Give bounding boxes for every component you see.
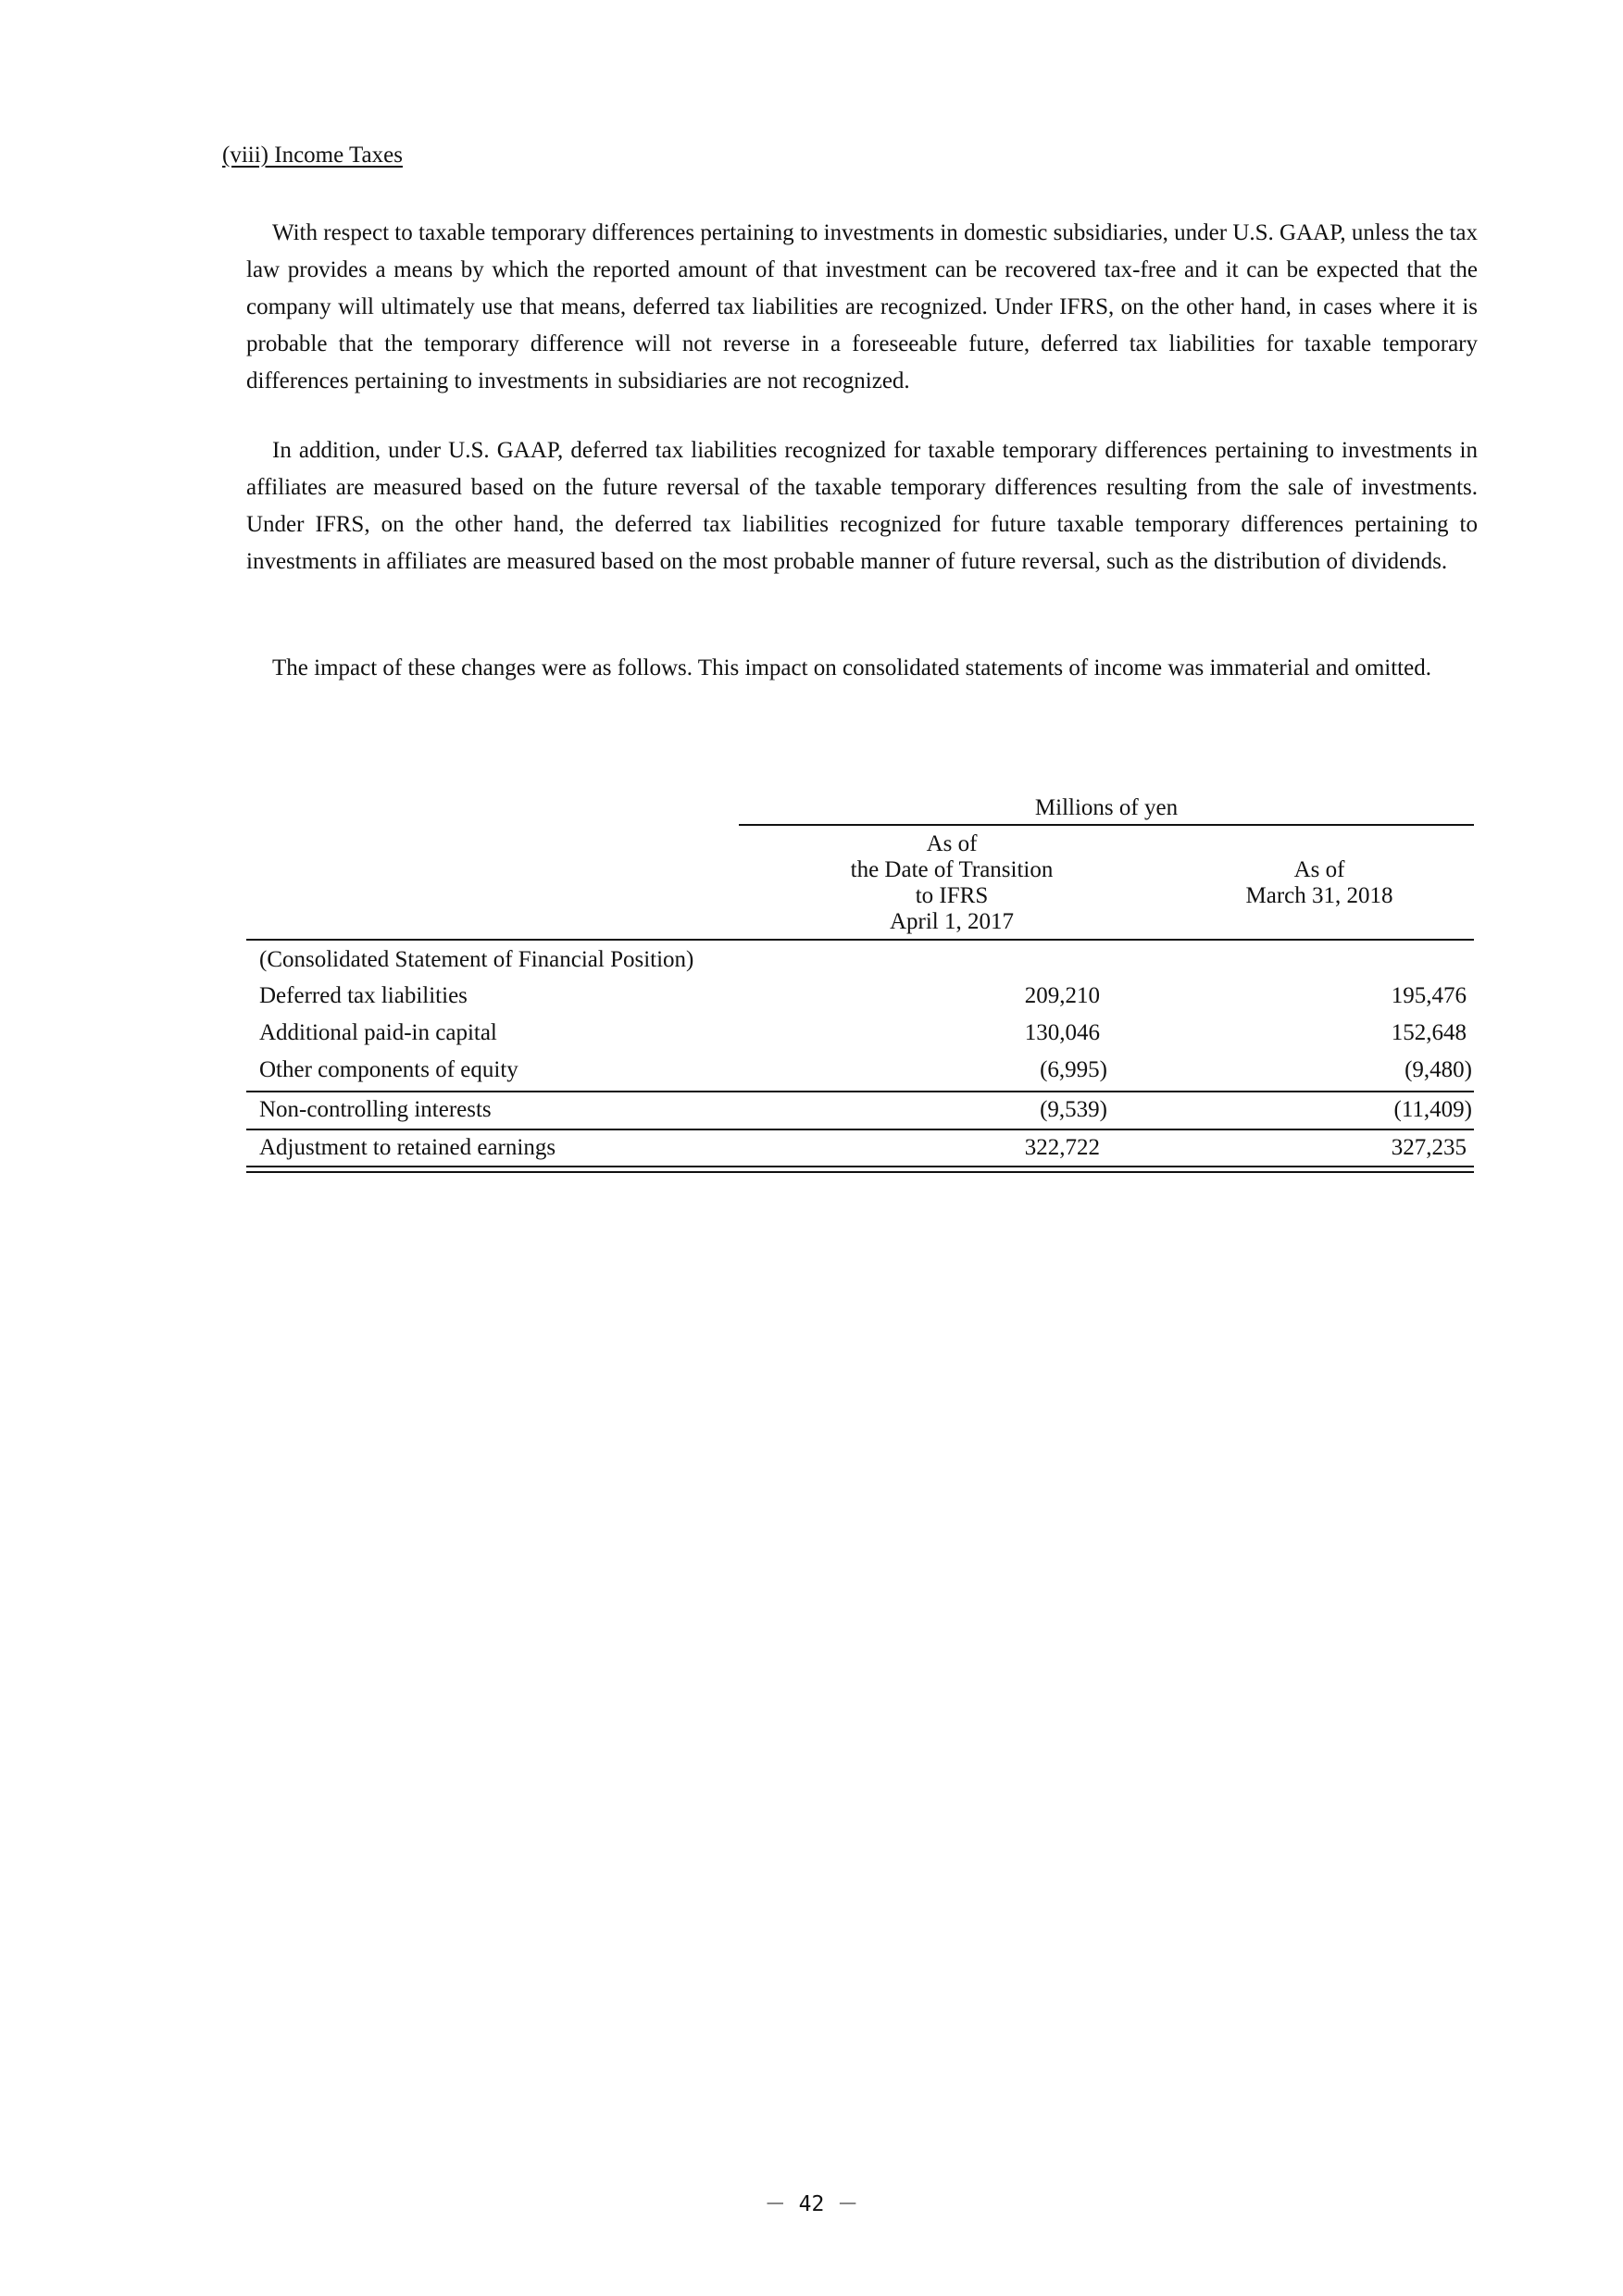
row-label: Deferred tax liabilities	[259, 983, 468, 1008]
row-label: Other components of equity	[259, 1057, 518, 1082]
table-row-total	[246, 1129, 1474, 1166]
header-rule	[246, 939, 1474, 941]
value-transition-date: (6,995)	[1040, 1057, 1107, 1082]
value-march-2018: 152,648	[1391, 1020, 1467, 1045]
paragraph-1: With respect to taxable temporary differences pertaining to investments in domestic subsidiaries, under U.S. GAAP, unless the tax law provides a means by which the reported amount of that investment can be recovered tax-free and it can be expected that the company will ultimately use that means, deferred tax liabilities are recognized. Under IFRS, on the other hand, in cases where it is probable that the temporary difference will not reverse in a foreseeable future, deferred tax liabilities for taxable temporary differences pertaining to investments in subsidiaries are not recognized.	[246, 220, 1478, 393]
value-transition-date: 130,046	[1024, 1020, 1100, 1045]
value-march-2018: 195,476	[1391, 983, 1467, 1008]
row-label: Non-controlling interests	[259, 1097, 492, 1122]
paragraph-3: The impact of these changes were as follows. This impact on consolidated statements of income was immaterial and omitted.	[272, 655, 1431, 680]
column-header-line: the Date of Transition	[850, 857, 1054, 882]
table-row	[246, 1091, 1474, 1128]
column-header-transition-date	[739, 831, 1165, 935]
value-march-2018: 327,235	[1391, 1135, 1467, 1160]
row-label: (Consolidated Statement of Financial Position)	[259, 947, 694, 972]
column-header-march-2018	[1165, 857, 1474, 909]
page-number: － 42 －	[764, 2192, 859, 2216]
row-label: Adjustment to retained earnings	[259, 1135, 556, 1160]
column-header-line: to IFRS	[915, 883, 989, 908]
table-row	[246, 942, 1474, 978]
row-label: Additional paid-in capital	[259, 1020, 497, 1045]
table-row	[246, 1016, 1474, 1051]
table-row	[246, 1053, 1474, 1088]
value-march-2018: (9,480)	[1405, 1057, 1472, 1082]
paragraph-2: In addition, under U.S. GAAP, deferred tax liabilities recognized for taxable temporary differences pertaining to investments in affiliates are measured based on the future reversal of the taxable temporary differences resulting from the sale of investments. Under IFRS, on the other hand, the deferred tax liabilities recognized for future taxable temporary differences pertaining to investments in affiliates are measured based on the most probable manner of future reversal, such as the distribution of dividends.	[246, 438, 1478, 574]
value-transition-date: 322,722	[1024, 1135, 1100, 1160]
total-double-rule	[246, 1166, 1474, 1173]
column-header-line: As of	[926, 831, 978, 856]
value-march-2018: (11,409)	[1393, 1097, 1472, 1122]
column-header-line: April 1, 2017	[889, 909, 1015, 934]
value-transition-date: 209,210	[1024, 983, 1100, 1008]
value-transition-date: (9,539)	[1040, 1097, 1107, 1122]
column-header-line: As of	[1293, 857, 1345, 882]
table-row	[246, 979, 1474, 1014]
column-header-line: March 31, 2018	[1245, 883, 1393, 908]
table-unit-header: Millions of yen	[739, 794, 1474, 826]
section-heading: (viii) Income Taxes	[222, 143, 403, 168]
